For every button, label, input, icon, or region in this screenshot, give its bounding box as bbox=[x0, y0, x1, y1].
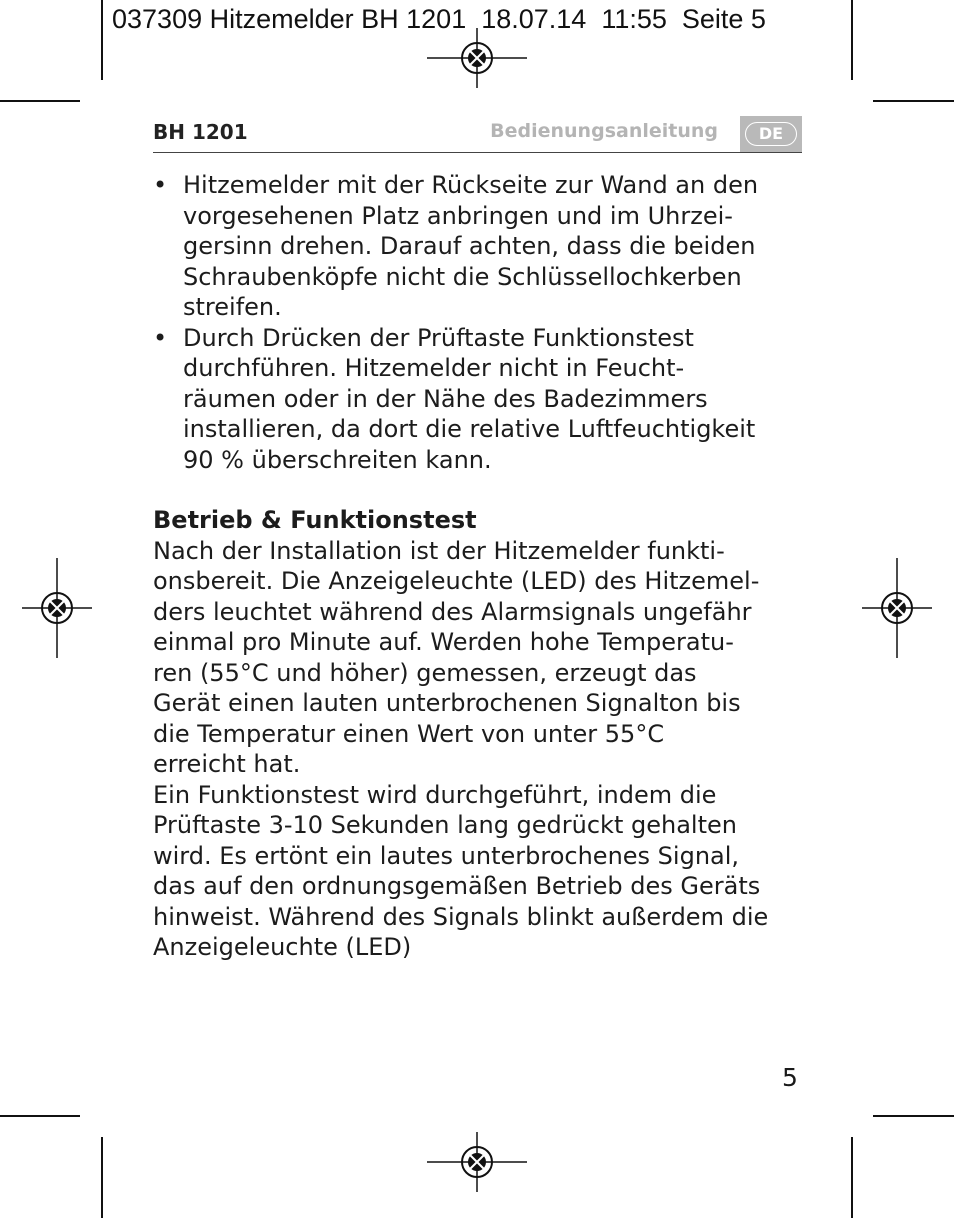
list-item bbox=[153, 170, 813, 323]
crop-mark-bottom-right-horizontal bbox=[873, 1115, 954, 1117]
crop-mark-top-left-horizontal bbox=[0, 100, 80, 102]
paragraph-line: wird. Es ertönt ein lautes unterbrochenes Signal, bbox=[153, 841, 740, 870]
paragraph-line: einmal pro Minute auf. Werden hohe Temperatu- bbox=[153, 628, 734, 656]
bullet-line: gersinn drehen. Darauf achten, dass die beiden bbox=[183, 232, 756, 260]
page-number: 5 bbox=[782, 1063, 798, 1092]
paragraph bbox=[153, 780, 813, 963]
bullet-marker: • bbox=[153, 323, 168, 352]
paragraph-line: onsbereit. Die Anzeigeleuchte (LED) des Hitzemel- bbox=[153, 567, 760, 595]
bullet-line: streifen. bbox=[183, 293, 282, 321]
bullet-line: vorgesehenen Platz anbringen und im Uhrzei- bbox=[183, 201, 733, 230]
instruction-list bbox=[153, 170, 813, 475]
instruction-list-block bbox=[153, 170, 813, 475]
crop-mark-bottom-left-vertical bbox=[101, 1137, 103, 1218]
language-badge bbox=[740, 116, 802, 152]
paragraph-line: Anzeigeleuchte (LED) bbox=[153, 933, 412, 961]
print-slug: 037309 Hitzemelder BH 1201 18.07.14 11:55 Seite 5 bbox=[112, 4, 766, 34]
bullet-line: Schraubenköpfe nicht die Schlüssellochkerben bbox=[183, 262, 742, 291]
paragraph-line: Prüftaste 3-10 Sekunden lang gedrückt gehalten bbox=[153, 811, 737, 839]
crop-mark-top-right-horizontal bbox=[873, 100, 954, 102]
paragraph-line: hinweist. Während des Signals blinkt außerdem die bbox=[153, 902, 769, 931]
paragraph bbox=[153, 536, 813, 780]
list-item bbox=[153, 323, 813, 476]
paragraph-line: die Temperatur einen Wert von unter 55°C bbox=[153, 719, 665, 748]
registration-mark-right-icon bbox=[862, 558, 932, 658]
paragraph-line: das auf den ordnungsgemäßen Betrieb des Geräts bbox=[153, 872, 761, 900]
paragraph-line: Ein Funktionstest wird durchgeführt, indem die bbox=[153, 780, 717, 809]
paragraph-line: ders leuchtet während des Alarmsignals ungefähr bbox=[153, 597, 752, 626]
bullet-line: räumen oder in der Nähe des Badezimmers bbox=[183, 384, 708, 413]
paragraph-line: Nach der Installation ist der Hitzemelder funkti- bbox=[153, 536, 725, 565]
crop-mark-bottom-left-horizontal bbox=[0, 1115, 80, 1117]
operation-section bbox=[153, 505, 813, 963]
paragraph-line: erreicht hat. bbox=[153, 750, 301, 778]
registration-mark-left-icon bbox=[22, 558, 92, 658]
paragraph-line: ren (55°C und höher) gemessen, erzeugt das bbox=[153, 658, 697, 687]
bullet-line: Durch Drücken der Prüftaste Funktionstest bbox=[183, 323, 694, 352]
crop-mark-top-left-vertical bbox=[101, 0, 103, 80]
bullet-marker: • bbox=[153, 171, 168, 199]
crop-mark-bottom-right-vertical bbox=[851, 1137, 853, 1218]
bullet-line: 90 % überschreiten kann. bbox=[183, 445, 492, 474]
paragraph-line: Gerät einen lauten unterbrochenen Signalton bis bbox=[153, 689, 741, 717]
running-header bbox=[153, 116, 802, 153]
crop-mark-top-right-vertical bbox=[851, 0, 853, 80]
registration-mark-bottom-icon bbox=[427, 1112, 527, 1212]
bullet-line: durchführen. Hitzemelder nicht in Feucht- bbox=[183, 354, 685, 382]
language-badge-label: DE bbox=[745, 122, 797, 146]
manual-label: Bedienungsanleitung bbox=[490, 120, 718, 142]
section-heading: Betrieb & Funktionstest bbox=[153, 506, 477, 534]
bullet-line: Hitzemelder mit der Rückseite zur Wand an den bbox=[183, 171, 759, 199]
model-name: BH 1201 bbox=[153, 120, 248, 144]
bullet-line: installieren, da dort die relative Luftfeuchtigkeit bbox=[183, 415, 756, 443]
registration-mark-top-icon bbox=[427, 8, 527, 108]
